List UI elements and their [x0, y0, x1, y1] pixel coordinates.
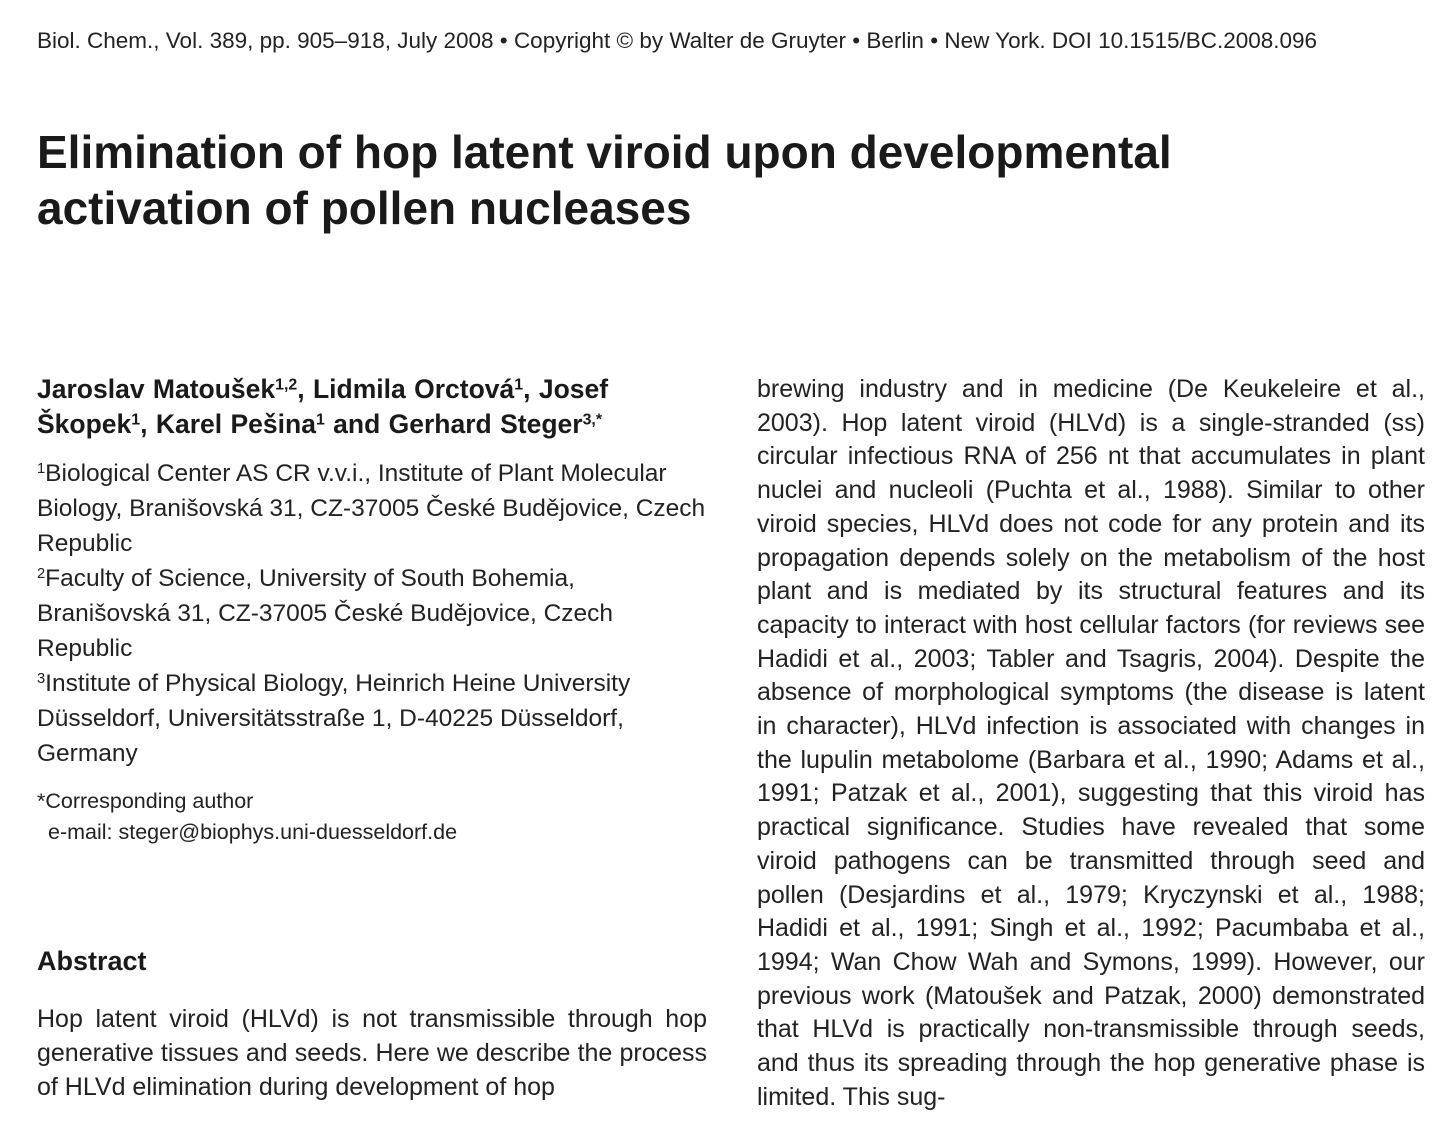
author-affiliation-mark: 1,2: [275, 376, 298, 394]
author-name: Gerhard Steger: [388, 409, 583, 439]
author-affiliation-mark: 1: [131, 411, 141, 429]
affiliation-text: Biological Center AS CR v.v.i., Institute of Plant Molecular Biology, Branišovská 31, CZ-37005 České Budějovice, Czech Republic: [37, 460, 706, 557]
journal-citation-header: Biol. Chem., Vol. 389, pp. 905–918, July 2008 • Copyright © by Walter de Gruyter • Berlin • New York. DOI 10.1515/BC.2008.096: [37, 28, 1318, 53]
affiliation: [37, 561, 707, 666]
corresponding-author-label-line: [37, 786, 707, 817]
body-paragraph: brewing industry and in medicine (De Keukeleire et al., 2003). Hop latent viroid (HLVd) is a single-stranded (ss) circular infectious RNA of 256 nt that accumulates in plant nuclei and nucleoli (Puchta et al., 1988). Similar to other viroid species, HLVd does not code for any protein and its propagation depends solely on the metabolism of the host plant and is mediated by its structural features and its capacity to interact with host cellular factors (for reviews see Hadidi et al., 2003; Tabler and Tsagris, 2004). Despite the absence of morphological symptoms (the disease is latent in character), HLVd infection is associated with changes in the lupulin metabolome (Barbara et al., 1990; Adams et al., 1991; Patzak et al., 2001), suggesting that this viroid has practical significance. Studies have revealed that some viroid pathogens can be transmitted through seed and pollen (Desjardins et al., 1979; Kryczynski et al., 1988; Hadidi et al., 1991; Singh et al., 1992; Pacumbaba et al., 1994; Wan Chow Wah and Symons, 1999). However, our previous work (Matoušek and Patzak, 2000) demonstrated that HLVd is practically non-transmissible through seeds, and thus its spreading through the hop generative phase is limited. This sug-: [757, 375, 1425, 1111]
author-separator: ,: [297, 374, 313, 404]
author-name: Jaroslav Matoušek: [37, 374, 276, 404]
author-affiliation-mark: 1: [315, 411, 325, 429]
author-separator: and: [324, 409, 389, 439]
author-list: [37, 372, 707, 442]
affiliation-number: 2: [37, 565, 46, 582]
affiliation-number: 3: [37, 670, 46, 687]
affiliation: [37, 666, 707, 771]
affiliation-text: Faculty of Science, University of South Bohemia, Branišovská 31, CZ-37005 České Budějovice, Czech Republic: [37, 565, 614, 662]
right-column: [757, 373, 1425, 1114]
abstract-heading: Abstract: [37, 946, 147, 976]
author-separator: ,: [523, 374, 539, 404]
affiliation-text: Institute of Physical Biology, Heinrich Heine University Düsseldorf, Universitätsstraße 1, D-40225 Düsseldorf, Germany: [37, 670, 631, 767]
affiliation-list: [37, 456, 707, 771]
author-name: Lidmila Orctová: [312, 374, 515, 404]
article-title: Elimination of hop latent viroid upon developmental activation of pollen nucleases: [37, 126, 1172, 234]
author-affiliation-mark: 3,*: [582, 411, 602, 429]
author-affiliation-mark: 1: [514, 376, 524, 394]
corresponding-mark: *: [37, 789, 46, 813]
affiliation-number: 1: [37, 460, 46, 477]
abstract-text: Hop latent viroid (HLVd) is not transmissible through hop generative tissues and seeds. Here we describe the process of HLVd elimination during development of hop: [37, 1005, 707, 1101]
author-name: Karel Pešina: [155, 409, 316, 439]
corresponding-email[interactable]: e-mail: steger@biophys.uni-duesseldorf.de: [48, 820, 458, 844]
author-name: Josef Škopek: [37, 374, 609, 439]
corresponding-author-note: [37, 786, 707, 848]
left-column: [37, 372, 707, 1129]
affiliation: [37, 456, 707, 561]
author-separator: ,: [140, 409, 156, 439]
corresponding-author-label: Corresponding author: [45, 789, 254, 813]
